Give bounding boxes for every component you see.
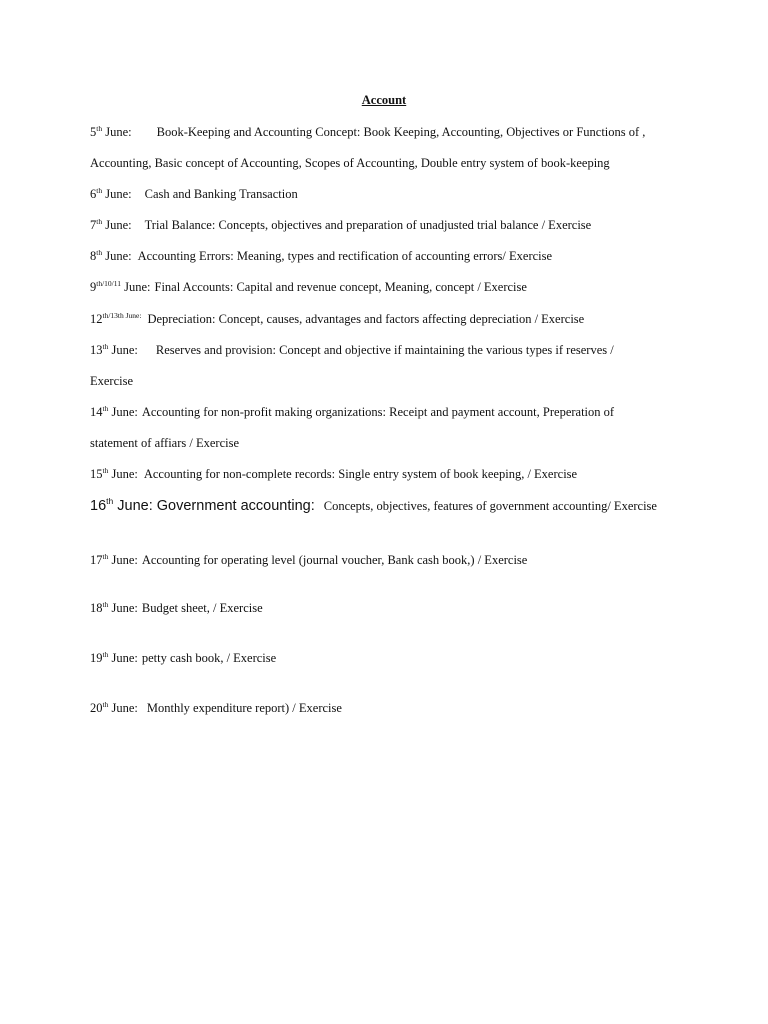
entry-14-june xyxy=(90,404,614,420)
entry-date-label: June: xyxy=(102,249,132,263)
entry-date-label: June: xyxy=(102,125,132,139)
entry-date-suffix: th/10/11 xyxy=(96,279,121,288)
entry-date-label: June: xyxy=(108,651,138,665)
entry-date-number: 8 xyxy=(90,249,97,263)
entry-text: Cash and Banking Transaction xyxy=(144,187,298,201)
entry-text: Trial Balance: Concepts, objectives and preparation of unadjusted trial balance / Exercise xyxy=(144,218,592,232)
entry-15-june xyxy=(90,466,577,482)
entry-continuation xyxy=(90,435,239,451)
entry-date-number: 20 xyxy=(90,701,103,715)
entry-date-label: June: Government accounting: xyxy=(113,498,315,514)
entry-date-suffix: th xyxy=(102,466,109,475)
entry-text: Depreciation: Concept, causes, advantages and factors affecting depreciation / Exercise xyxy=(147,312,585,326)
entry-date-suffix: th xyxy=(102,342,109,351)
entry-date-number: 19 xyxy=(90,651,103,665)
entry-6-june xyxy=(90,186,298,202)
entry-date-label: June: xyxy=(108,343,138,357)
entry-date-suffix: th xyxy=(106,496,114,506)
entry-text: petty cash book, / Exercise xyxy=(141,651,277,665)
entry-16-june xyxy=(90,498,657,514)
entry-date-label: June: xyxy=(108,467,138,481)
entry-date-suffix: th xyxy=(102,552,109,561)
entry-text: Budget sheet, / Exercise xyxy=(141,601,263,615)
entry-date-number: 9 xyxy=(90,280,97,294)
entry-9-11-june xyxy=(90,279,527,295)
entry-date-number: 6 xyxy=(90,187,97,201)
entry-text: Reserves and provision: Concept and objective if maintaining the various types if reserves / xyxy=(155,343,614,357)
entry-date-number: 15 xyxy=(90,467,103,481)
entry-date-suffix: th xyxy=(96,124,103,133)
entry-date-label: June: xyxy=(120,280,151,294)
entry-date-suffix: th xyxy=(102,404,109,413)
entry-19-june xyxy=(90,650,276,666)
entry-text: Accounting for non-complete records: Single entry system of book keeping, / Exercise xyxy=(143,467,578,481)
entry-5-june xyxy=(90,124,645,140)
entry-date-number: 14 xyxy=(90,405,103,419)
entry-continuation xyxy=(90,155,610,171)
entry-date-label: June: xyxy=(108,405,138,419)
entry-date-suffix: th xyxy=(96,248,103,257)
entry-text: statement of affiars / Exercise xyxy=(90,436,240,450)
entry-8-june xyxy=(90,248,552,264)
entry-17-june xyxy=(90,552,527,568)
entry-text: Book-Keeping and Accounting Concept: Book Keeping, Accounting, Objectives or Functions of , xyxy=(156,125,646,139)
entry-text: Exercise xyxy=(90,374,134,388)
entry-date-number: 18 xyxy=(90,601,103,615)
entry-text: Final Accounts: Capital and revenue concept, Meaning, concept / Exercise xyxy=(154,280,527,294)
entry-date-suffix: th xyxy=(102,600,109,609)
entry-13-june xyxy=(90,342,614,358)
entry-date-number: 5 xyxy=(90,125,97,139)
entry-date-label: June: xyxy=(108,701,138,715)
entry-date-suffix: th xyxy=(96,217,103,226)
entry-date-suffix: th xyxy=(96,186,103,195)
entry-date-suffix: th xyxy=(102,650,109,659)
entry-text: Accounting for operating level (journal voucher, Bank cash book,) / Exercise xyxy=(141,553,528,567)
entry-text: Accounting Errors: Meaning, types and rectification of accounting errors/ Exercise xyxy=(137,249,553,263)
entry-date-number: 7 xyxy=(90,218,97,232)
entry-20-june xyxy=(90,700,342,716)
entry-text: Monthly expenditure report) / Exercise xyxy=(146,701,342,715)
entry-date-number: 16 xyxy=(90,498,107,514)
entry-date-label: June: xyxy=(108,553,138,567)
entry-text: Accounting, Basic concept of Accounting, Scopes of Accounting, Double entry system of book-keeping xyxy=(90,156,610,170)
entry-18-june xyxy=(90,600,263,616)
entry-date-number: 17 xyxy=(90,553,103,567)
entry-date-label: June: xyxy=(102,187,132,201)
entry-text: Concepts, objectives, features of government accounting/ Exercise xyxy=(323,499,657,513)
entry-text: Accounting for non-profit making organizations: Receipt and payment account, Preperation of xyxy=(141,405,615,419)
document-title: Account xyxy=(361,93,407,107)
entry-date-number: 12 xyxy=(90,312,103,326)
entry-continuation xyxy=(90,373,133,389)
entry-date-label: June: xyxy=(102,218,132,232)
entry-date-label: June: xyxy=(108,601,138,615)
entry-date-suffix: th xyxy=(102,700,109,709)
entry-date-suffix: th/13th June: xyxy=(102,311,142,320)
entry-12-13-june xyxy=(90,311,584,327)
entry-7-june xyxy=(90,217,591,233)
entry-date-number: 13 xyxy=(90,343,103,357)
